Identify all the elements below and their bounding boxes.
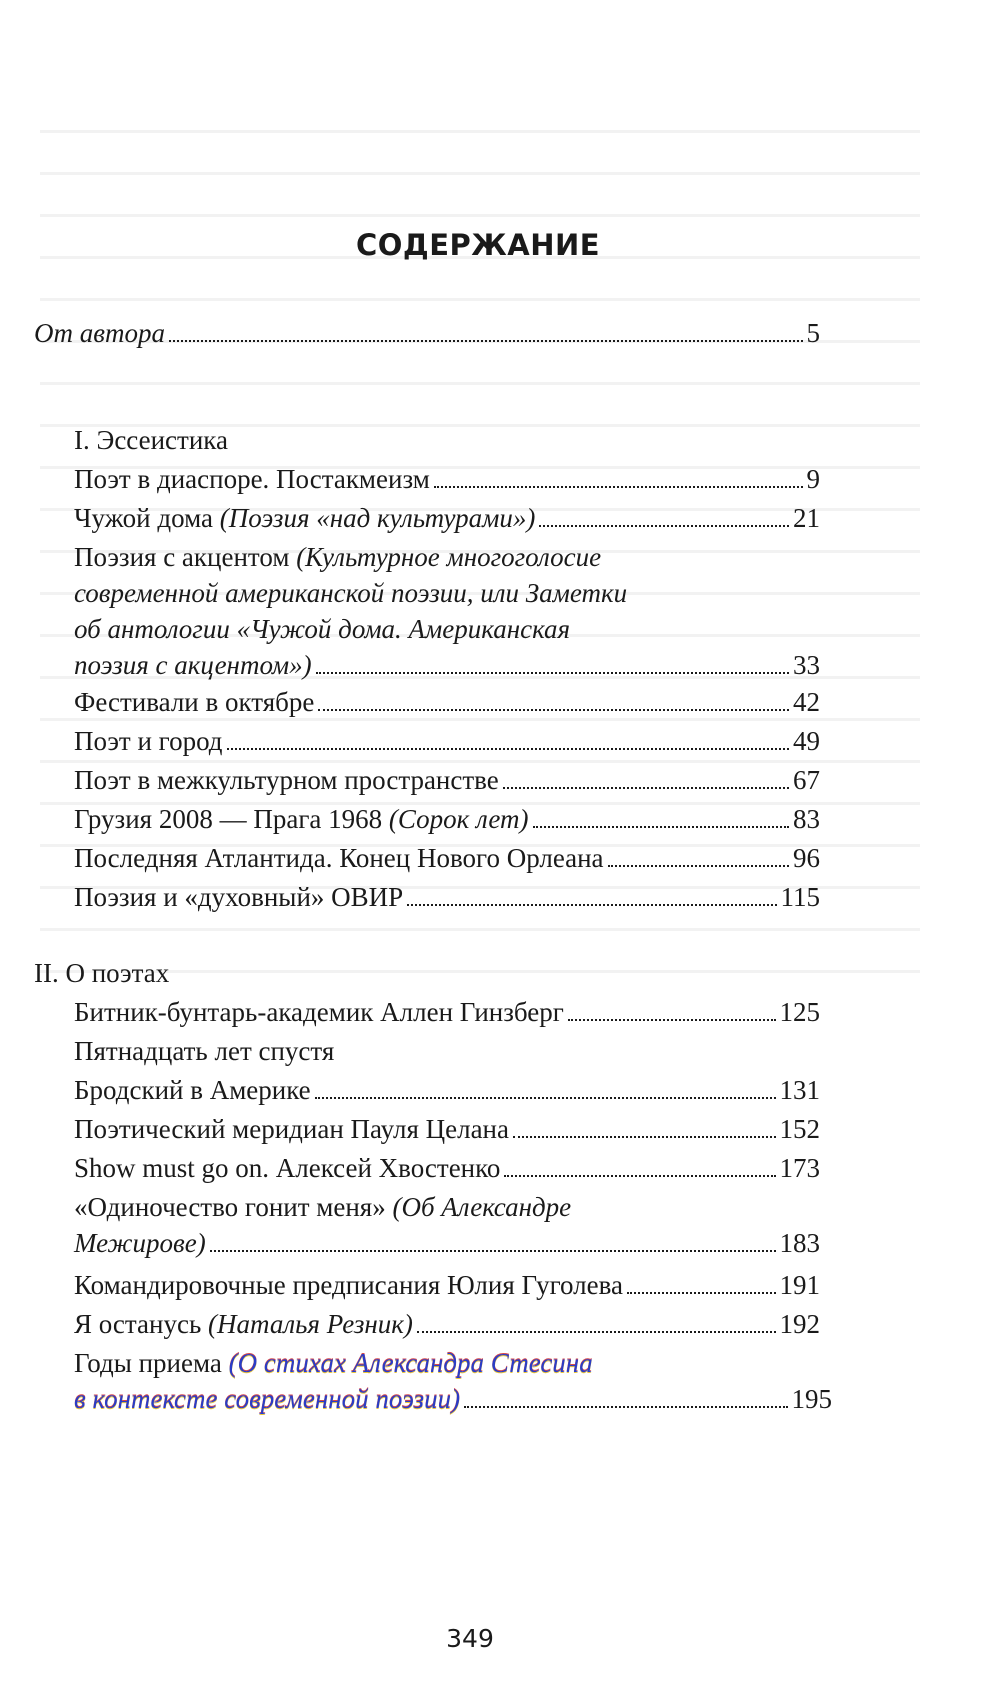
dot-leader (227, 748, 789, 750)
dot-leader (513, 1136, 776, 1138)
toc-entry-page: 152 (779, 1114, 820, 1144)
toc-entry-line (74, 539, 820, 575)
toc-entry-title: Пятнадцать лет спустя (74, 1036, 335, 1066)
table-of-contents (34, 0, 900, 1699)
toc-entry[interactable] (74, 879, 820, 915)
dot-leader (464, 1406, 787, 1408)
toc-entry-subtitle: (Об Александре (392, 1192, 572, 1222)
toc-entry[interactable] (74, 723, 820, 759)
toc-entry-subtitle: (О стихах Александра Стесина (228, 1348, 593, 1378)
toc-entry-title: Поэт в диаспоре. Постакмеизм (74, 464, 430, 494)
toc-entry-title: «Одиночество гонит меня» (74, 1192, 393, 1222)
toc-entry-page: 67 (793, 765, 820, 795)
toc-entry-title: Поэт и город (74, 726, 223, 756)
dot-leader (315, 1097, 776, 1099)
dot-leader (318, 709, 789, 711)
dot-leader (503, 787, 789, 789)
dot-leader (568, 1019, 776, 1021)
toc-entry-page: 96 (793, 843, 820, 873)
toc-entry-multiline[interactable] (74, 1189, 820, 1261)
toc-entry-page: 115 (780, 882, 820, 912)
toc-entry-no-page[interactable] (74, 1033, 334, 1069)
toc-entry-page: 191 (779, 1270, 820, 1300)
toc-entry-subtitle: (Поэзия «над культурами») (219, 503, 536, 533)
dot-leader (533, 826, 789, 828)
dot-leader (169, 340, 803, 342)
dot-leader (539, 525, 789, 527)
toc-entry-page: 183 (779, 1228, 820, 1258)
toc-entry-page: 83 (793, 804, 820, 834)
toc-entry-subtitle: Межирове) (74, 1228, 206, 1258)
toc-entry-title: Поэзия с акцентом (74, 542, 297, 572)
toc-entry-page: 21 (793, 503, 820, 533)
toc-entry-page: 9 (806, 464, 820, 494)
toc-entry-page: 125 (779, 997, 820, 1027)
toc-entry[interactable] (74, 840, 820, 876)
toc-entry-line: современной американской поэзии, или Заметки (74, 578, 628, 608)
contents-heading: СОДЕРЖАНИЕ (355, 228, 601, 262)
toc-entry-subtitle: (Наталья Резник) (208, 1309, 413, 1339)
toc-entry-line (74, 1189, 820, 1225)
toc-entry-subtitle: поэзия с акцентом») (74, 650, 312, 680)
dot-leader (608, 865, 789, 867)
toc-entry-page: 131 (779, 1075, 820, 1105)
toc-entry[interactable] (74, 1267, 820, 1303)
toc-entry-multiline[interactable] (74, 1345, 832, 1417)
toc-entry-line (74, 1381, 832, 1417)
toc-entry[interactable] (74, 762, 820, 798)
toc-entry-page: 192 (779, 1309, 820, 1339)
toc-entry-page: 5 (806, 318, 820, 348)
dot-leader (434, 486, 803, 488)
toc-entry-title: Командировочные предписания Юлия Гуголева (74, 1270, 623, 1300)
toc-entry[interactable] (74, 500, 820, 536)
toc-entry[interactable] (74, 1072, 820, 1108)
toc-entry-title: Чужой дома (74, 503, 220, 533)
toc-entry-title: Грузия 2008 — Прага 1968 (74, 804, 389, 834)
toc-entry-line (74, 1225, 820, 1261)
toc-entry-foreword[interactable] (34, 315, 820, 351)
toc-entry[interactable] (74, 1111, 820, 1147)
toc-entry-page: 195 (791, 1384, 832, 1414)
page-number: 349 (446, 1624, 494, 1653)
toc-entry-page: 42 (793, 687, 820, 717)
toc-entry-line: об антологии «Чужой дома. Американская (74, 614, 571, 644)
toc-entry-title: Поэзия и «духовный» ОВИР (74, 882, 404, 912)
toc-entry[interactable] (74, 684, 820, 720)
toc-entry-subtitle: (Культурное многоголосие (296, 542, 602, 572)
toc-entry-title: От автора (34, 318, 165, 348)
toc-entry-title: Годы приема (74, 1348, 229, 1378)
toc-entry[interactable] (74, 1306, 820, 1342)
toc-entry-subtitle: (Сорок лет) (388, 804, 529, 834)
section-title-poets: II. О поэтах (34, 958, 170, 988)
dot-leader (417, 1331, 776, 1333)
toc-entry-title: Битник-бунтарь-академик Аллен Гинзберг (74, 997, 564, 1027)
toc-entry[interactable] (74, 1150, 820, 1186)
dot-leader (210, 1250, 776, 1252)
toc-entry[interactable] (74, 801, 820, 837)
toc-entry-line (74, 647, 820, 683)
dot-leader (407, 904, 776, 906)
toc-entry-title: Поэт в межкультурном пространстве (74, 765, 499, 795)
toc-entry-subtitle: в контексте современной поэзии) (74, 1384, 461, 1414)
toc-entry-title: Поэтический меридиан Пауля Целана (74, 1114, 509, 1144)
toc-entry[interactable] (74, 994, 820, 1030)
toc-entry-title: Фестивали в октябре (74, 687, 315, 717)
toc-entry-multiline[interactable] (74, 539, 820, 683)
toc-entry-page: 33 (793, 650, 820, 680)
toc-entry-title: Бродский в Америке (74, 1075, 311, 1105)
dot-leader (627, 1292, 776, 1294)
toc-entry-title: Show must go on. Алексей Хвостенко (74, 1153, 501, 1183)
toc-entry-page: 173 (779, 1153, 820, 1183)
toc-entry-title: Я останусь (74, 1309, 209, 1339)
toc-entry-title: Последняя Атлантида. Конец Нового Орлеана (74, 843, 604, 873)
toc-entry-line (74, 1345, 832, 1381)
toc-entry[interactable] (74, 461, 820, 497)
section-title-essays: I. Эссеистика (74, 425, 228, 455)
toc-entry-page: 49 (793, 726, 820, 756)
dot-leader (316, 672, 789, 674)
dot-leader (504, 1175, 775, 1177)
